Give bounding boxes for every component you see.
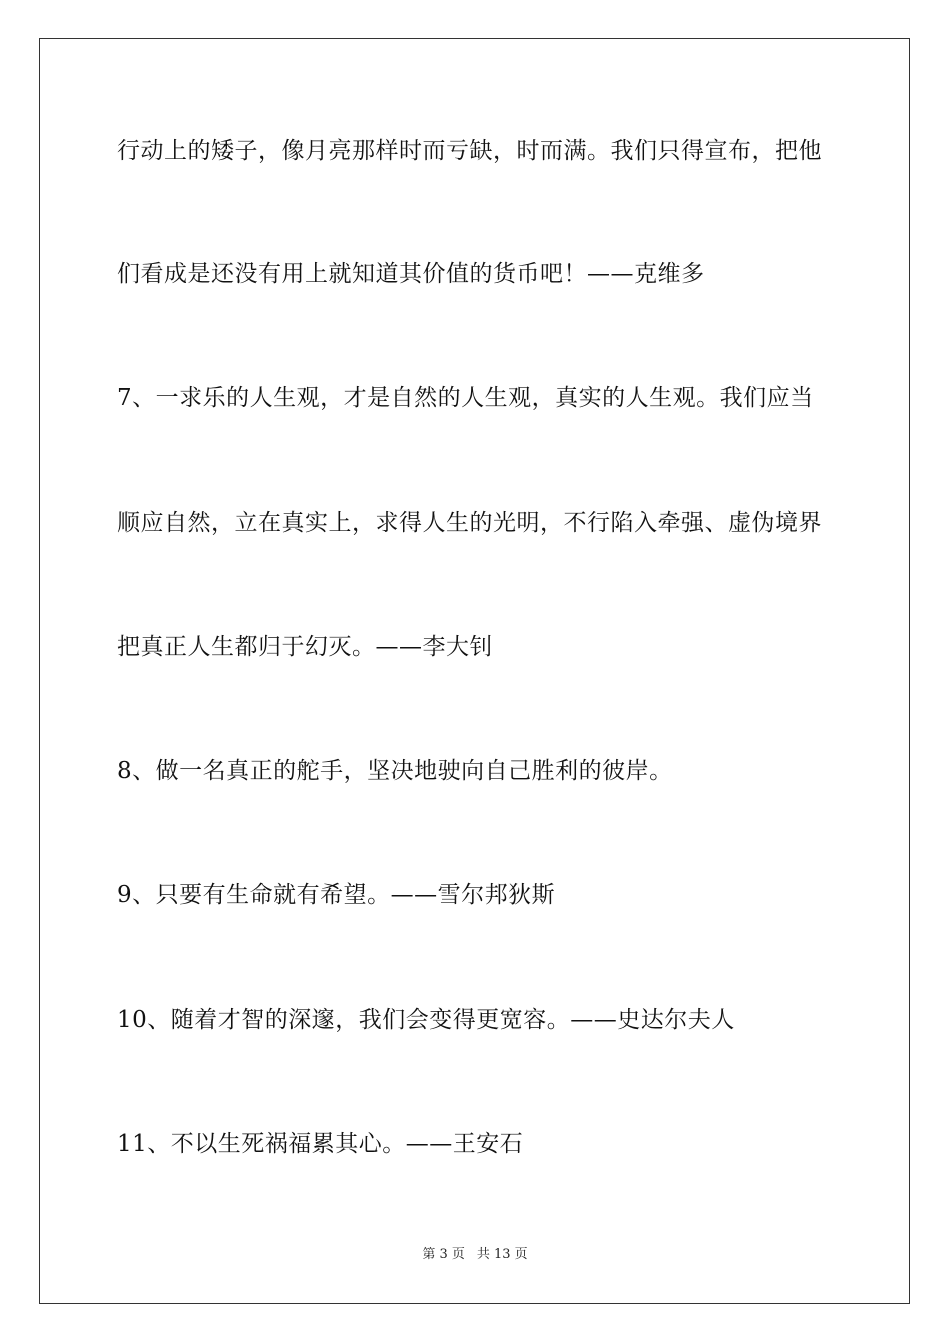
page-frame	[39, 38, 910, 1304]
text-line: 11、不以生死祸福累其心。——王安石	[117, 1131, 524, 1157]
text-line: 9、只要有生命就有希望。——雪尔邦狄斯	[117, 882, 556, 908]
text-line: 把真正人生都归于幻灭。——李大钊	[117, 634, 493, 660]
text-line: 7、一求乐的人生观，才是自然的人生观，真实的人生观。我们应当	[117, 385, 814, 411]
page-number: 第 3 页	[422, 1247, 465, 1262]
page-total: 共 13 页	[476, 1247, 528, 1262]
page-footer	[0, 1247, 950, 1263]
text-line: 8、做一名真正的舵手，坚决地驶向自己胜利的彼岸。	[117, 758, 673, 784]
text-line: 10、随着才智的深邃，我们会变得更宽容。——史达尔夫人	[117, 1007, 735, 1033]
text-line: 行动上的矮子，像月亮那样时而亏缺，时而满。我们只得宣布，把他	[117, 138, 822, 164]
text-line: 们看成是还没有用上就知道其价值的货币吧！——克维多	[117, 261, 705, 287]
text-line: 顺应自然，立在真实上，求得人生的光明，不行陷入牵强、虚伪境界	[117, 510, 822, 536]
